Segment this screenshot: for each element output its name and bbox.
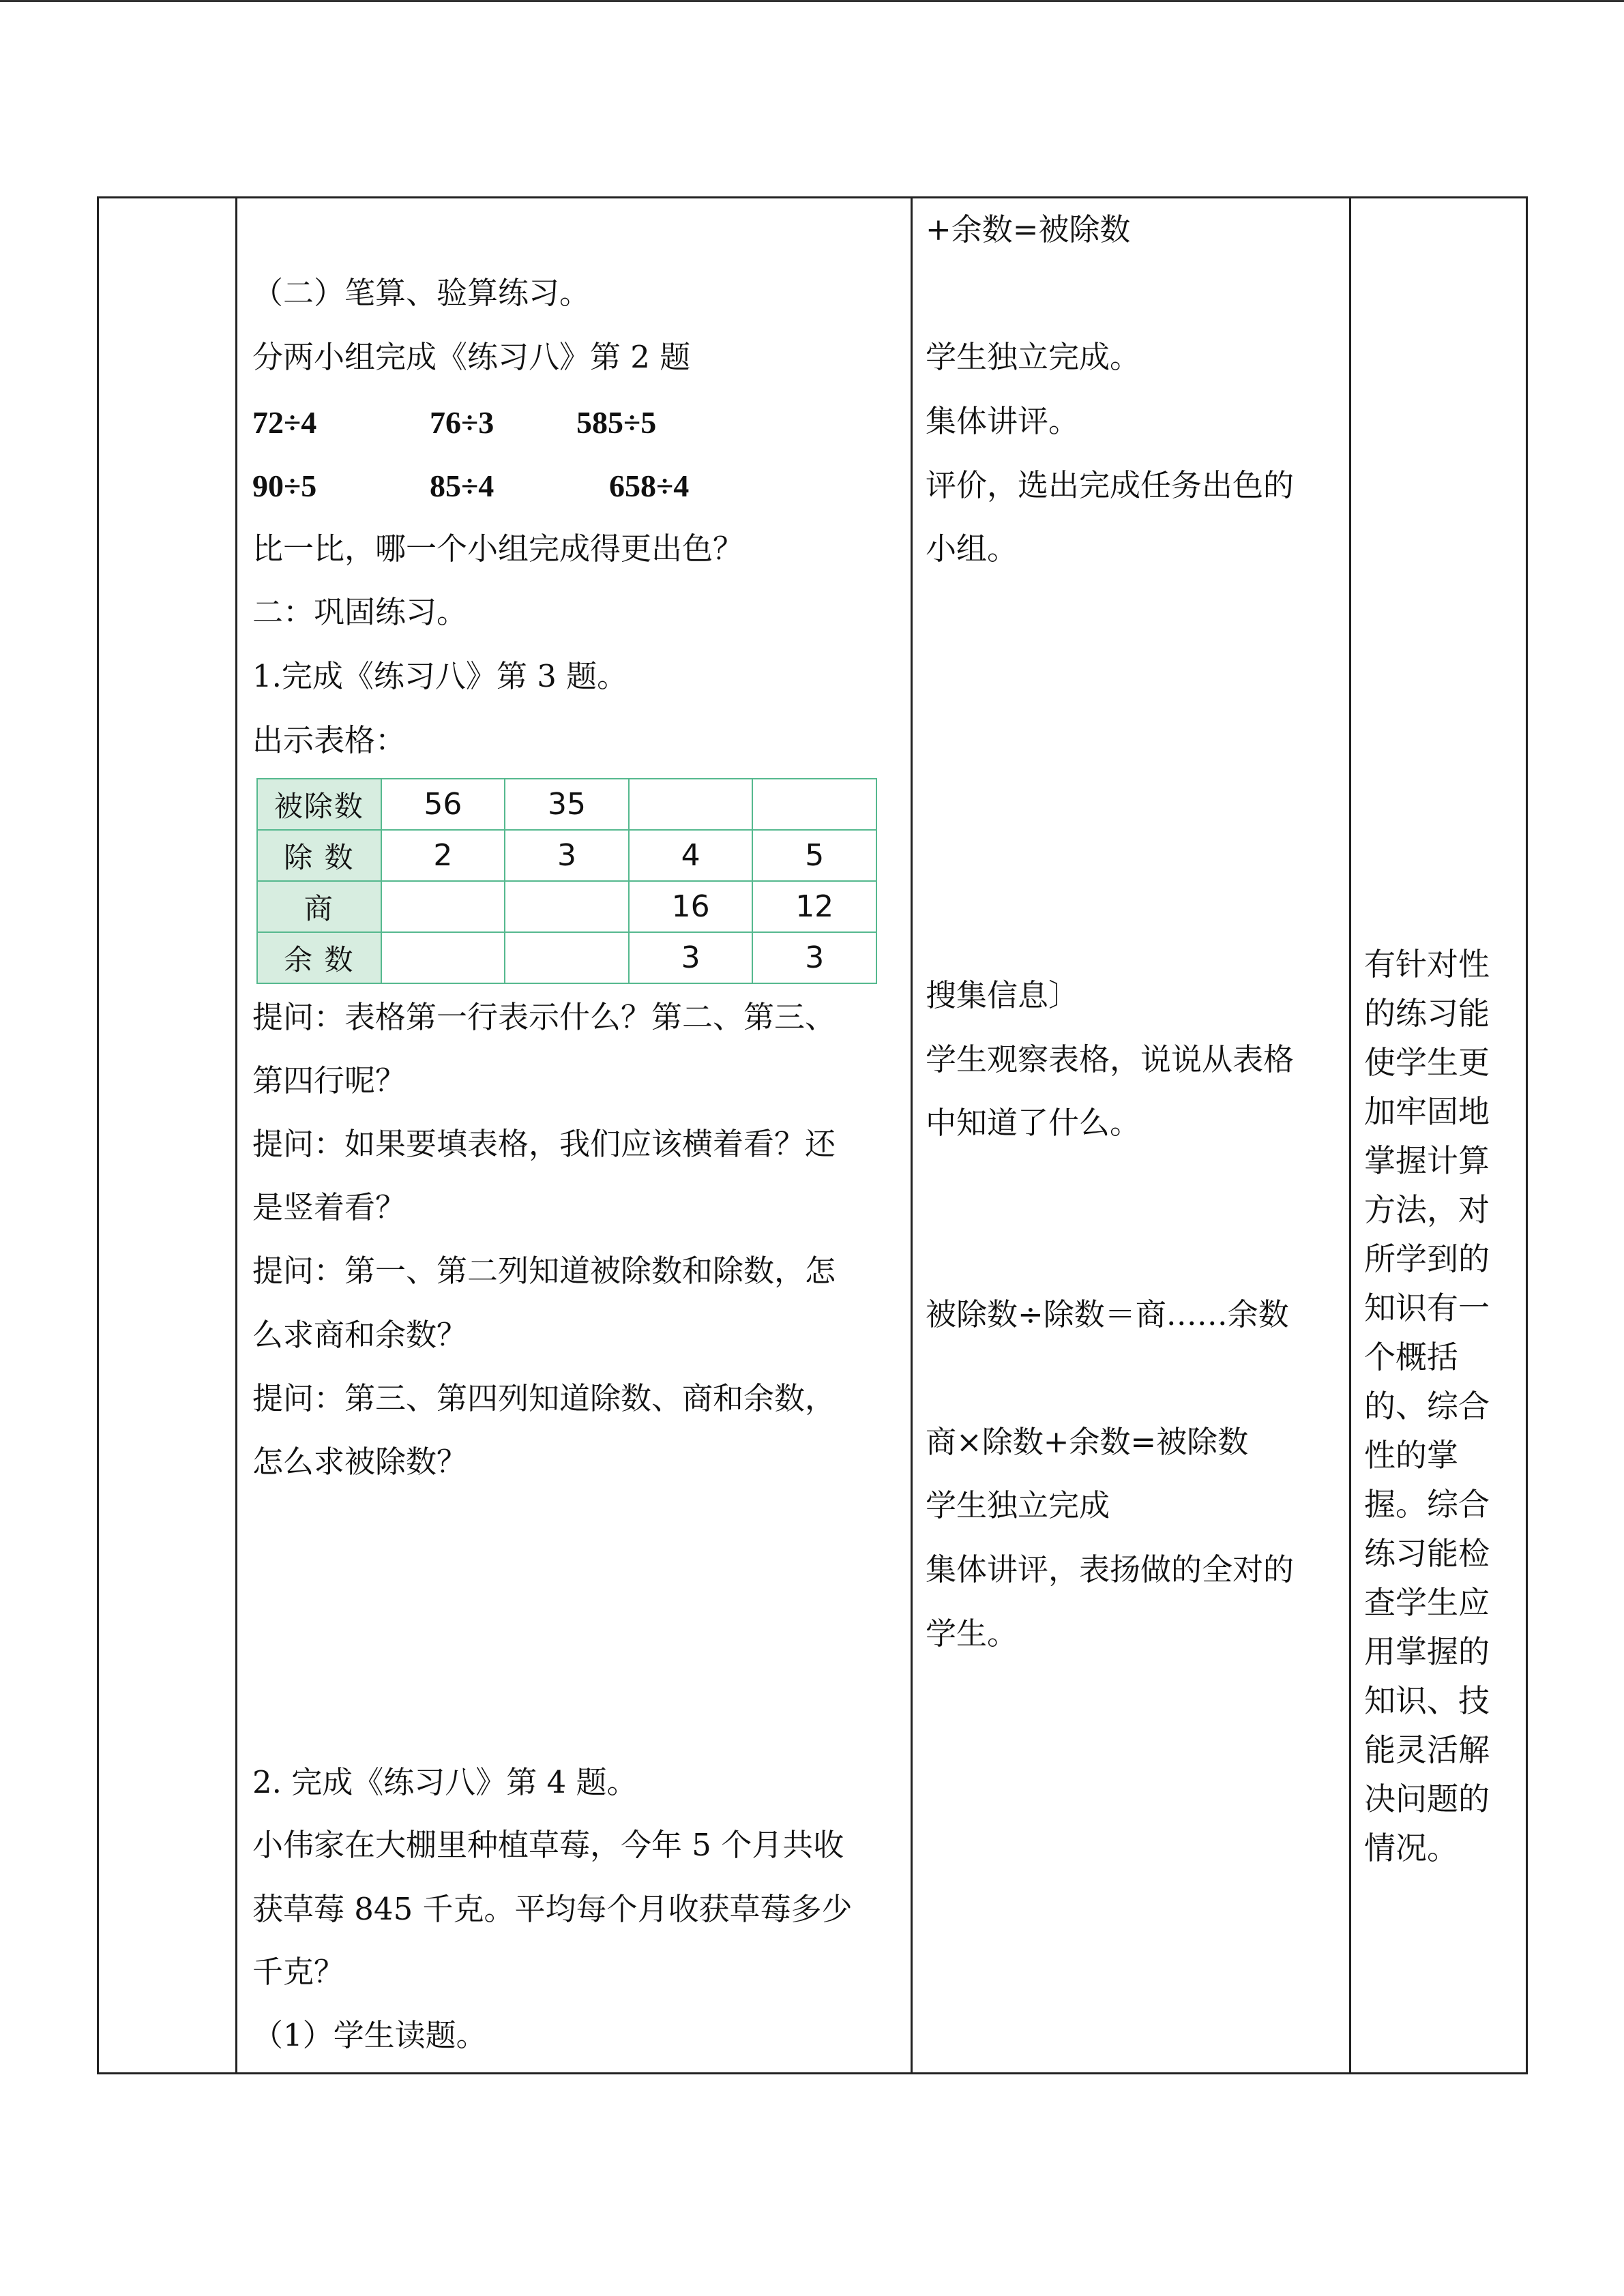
row-header: 被除数 <box>257 779 381 830</box>
table-cell <box>505 932 629 983</box>
table-cell <box>505 881 629 932</box>
table-cell: 16 <box>629 881 753 932</box>
exercise-item: 76÷3 <box>430 405 494 440</box>
student-activity-text: 搜集信息〕 <box>926 977 1080 1013</box>
table-cell: 5 <box>752 830 876 881</box>
student-activity-text: 评价，选出完成任务出色的 <box>926 467 1295 503</box>
practice-heading: 二：巩固练习。 <box>252 594 468 630</box>
table-cell: 12 <box>752 881 876 932</box>
row-header: 余 数 <box>257 932 381 983</box>
exercise-item: 585÷5 <box>576 405 657 440</box>
question-text: 是竖着看？ <box>252 1189 407 1225</box>
table-row <box>257 830 876 881</box>
table-cell <box>381 932 505 983</box>
row-header: 除 数 <box>257 830 381 881</box>
table-row <box>257 932 876 983</box>
problem-text: （1）学生读题。 <box>252 2017 487 2053</box>
question-text: 提问：表格第一行表示什么？第二、第三、 <box>252 999 836 1035</box>
intent-line: 决问题的 <box>1364 1780 1490 1817</box>
exercise-2-heading: 2. 完成《练习八》第 4 题。 <box>252 1764 638 1800</box>
intent-line: 有针对性 <box>1364 946 1490 983</box>
intent-line: 知识有一 <box>1364 1289 1490 1326</box>
intent-line: 使学生更 <box>1364 1044 1490 1081</box>
division-table <box>256 778 877 984</box>
student-activity-text: 集体讲评，表扬做的全对的 <box>926 1551 1295 1587</box>
problem-text: 小伟家在大棚里种植草莓，今年 5 个月共收 <box>252 1827 844 1863</box>
intent-line: 掌握计算 <box>1364 1142 1490 1179</box>
intent-line: 加牢固地 <box>1364 1093 1490 1130</box>
intent-line: 个概括 <box>1364 1339 1458 1375</box>
student-activity-text: 学生。 <box>926 1615 1018 1652</box>
question-text: 提问：如果要填表格，我们应该横着看？还 <box>252 1126 836 1162</box>
student-activity-text: 集体讲评。 <box>926 403 1080 439</box>
intent-line: 情况。 <box>1364 1830 1458 1866</box>
question-text: 怎么求被除数？ <box>252 1444 468 1480</box>
intent-line: 所学到的 <box>1364 1240 1490 1277</box>
student-activity-text: 中知道了什么。 <box>926 1105 1141 1141</box>
exercise-1-heading: 1.完成《练习八》第 3 题。 <box>252 658 628 694</box>
question-text: 提问：第一、第二列知道被除数和除数，怎 <box>252 1253 836 1289</box>
student-activity-text: 学生独立完成。 <box>926 339 1141 375</box>
table-row <box>257 881 876 932</box>
formula-text: 被除数÷除数＝商……余数 <box>926 1296 1289 1332</box>
table-cell: 35 <box>505 779 629 830</box>
exercise-item: 90÷5 <box>252 468 317 503</box>
task-text: 分两小组完成《练习八》第 2 题 <box>252 339 691 375</box>
section-heading: （二）笔算、验算练习。 <box>252 275 591 311</box>
student-activity-text: 小组。 <box>926 531 1018 567</box>
question-text: 提问：第三、第四列知道除数、商和余数， <box>252 1380 836 1416</box>
intent-line: 性的掌 <box>1364 1437 1458 1474</box>
problem-text: 千克？ <box>252 1954 345 1990</box>
table-cell: 3 <box>752 932 876 983</box>
row-header: 商 <box>257 881 381 932</box>
intent-line: 用掌握的 <box>1364 1633 1490 1670</box>
exercise-item: 72÷4 <box>252 405 317 440</box>
table-cell: 56 <box>381 779 505 830</box>
question-text: 第四行呢？ <box>252 1062 407 1099</box>
question-text: 么求商和余数？ <box>252 1317 468 1353</box>
table-cell <box>752 779 876 830</box>
page-top-border <box>0 0 1624 2</box>
formula-text: 商×除数+余数=被除数 <box>926 1424 1249 1460</box>
table-cell <box>629 779 753 830</box>
intent-line: 方法，对 <box>1364 1191 1490 1228</box>
student-activity-text: +余数=被除数 <box>926 211 1131 248</box>
table-cell: 2 <box>381 830 505 881</box>
table-cell: 3 <box>629 932 753 983</box>
intent-line: 知识、技 <box>1364 1682 1490 1719</box>
student-activity-text: 学生观察表格，说说从表格 <box>926 1041 1295 1077</box>
intent-line: 能灵活解 <box>1364 1731 1490 1768</box>
intent-line: 查学生应 <box>1364 1584 1490 1621</box>
table-row <box>257 779 876 830</box>
problem-text: 获草莓 845 千克。平均每个月收获草莓多少 <box>252 1891 853 1927</box>
design-intent-text <box>1364 940 1521 1873</box>
show-table-text: 出示表格： <box>252 722 407 758</box>
intent-line: 练习能检 <box>1364 1535 1490 1572</box>
student-activity-text: 学生独立完成 <box>926 1487 1110 1523</box>
table-cell <box>381 881 505 932</box>
intent-line: 握。综合 <box>1364 1486 1490 1523</box>
table-column-stage <box>97 196 235 2074</box>
intent-line: 的、综合 <box>1364 1388 1490 1425</box>
exercise-item: 658÷4 <box>609 468 690 503</box>
table-cell: 4 <box>629 830 753 881</box>
table-cell: 3 <box>505 830 629 881</box>
exercise-item: 85÷4 <box>430 468 494 503</box>
intent-line: 的练习能 <box>1364 995 1490 1032</box>
compare-text: 比一比，哪一个小组完成得更出色？ <box>252 531 744 567</box>
